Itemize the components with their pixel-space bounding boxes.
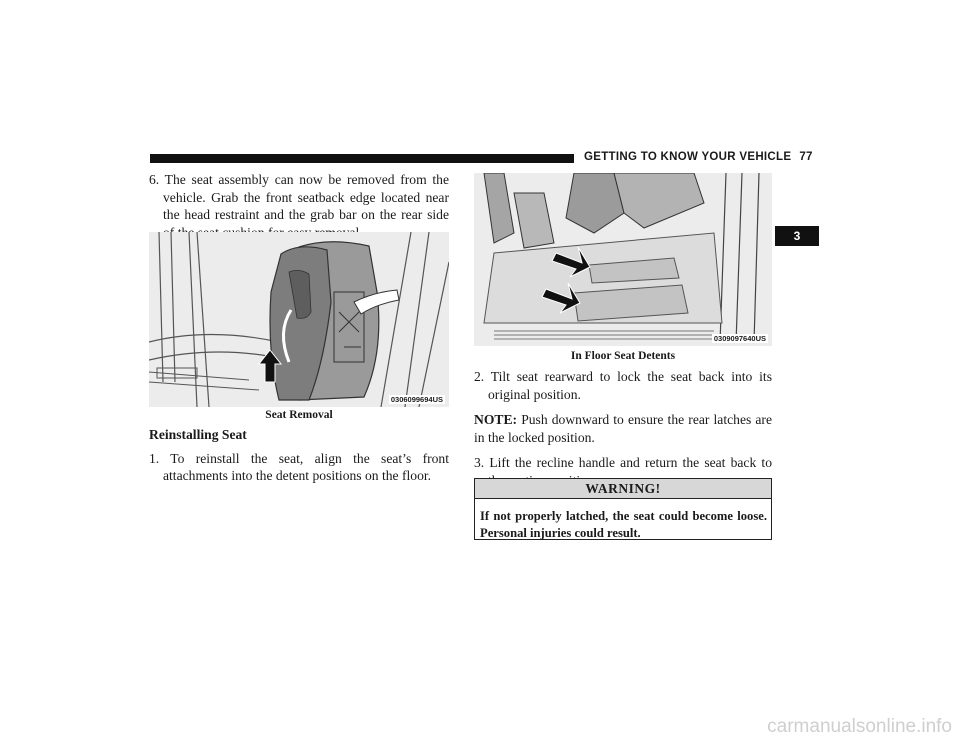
- note-paragraph: [474, 411, 772, 446]
- header-bar: [150, 154, 574, 163]
- watermark: carmanualsonline.info: [767, 716, 952, 737]
- reinstalling-section: [149, 426, 449, 485]
- section-tab: 3: [775, 226, 819, 246]
- seat-removal-figure: [149, 232, 449, 407]
- warning-box: [474, 478, 772, 540]
- header-title: GETTING TO KNOW YOUR VEHICLE: [584, 151, 792, 163]
- step-1-text: 1. To reinstall the seat, align the seat’s front attachments into the detent positions on the floor.: [149, 450, 449, 484]
- step-3-text: 3. Lift the recline handle and return the seat back to: [474, 455, 772, 471]
- step-6-text: 6. The seat assembly can now be removed from the vehicle. Grab the front seatback edge located near the head restraint and the grab bar on the rear side: [149, 172, 449, 223]
- figure-code-right: 0309097640US: [713, 334, 766, 343]
- figure-caption-right: In Floor Seat Detents: [570, 350, 676, 362]
- right-column: [474, 368, 772, 490]
- seat-removal-illustration: [149, 232, 449, 407]
- warning-title: WARNING!: [475, 479, 771, 499]
- floor-detents-illustration: [474, 173, 772, 346]
- left-column: [149, 171, 449, 241]
- warning-body: If not properly latched, the seat could become loose. Personal injuries could result.: [480, 509, 767, 540]
- figure-code-left: 0306099694US: [390, 395, 443, 404]
- floor-detents-figure: [474, 173, 772, 346]
- note-label: NOTE:: [474, 412, 518, 428]
- subheading-reinstalling-seat: Reinstalling Seat: [149, 427, 247, 442]
- page-number: 77: [799, 151, 813, 163]
- note-text: Push downward to ensure the rear latches are in the locked position.: [474, 412, 772, 445]
- figure-caption-left: Seat Removal: [265, 409, 333, 421]
- running-header: [584, 151, 813, 163]
- step-2-text: 2. Tilt seat rearward to lock the seat back into its original position.: [474, 369, 772, 402]
